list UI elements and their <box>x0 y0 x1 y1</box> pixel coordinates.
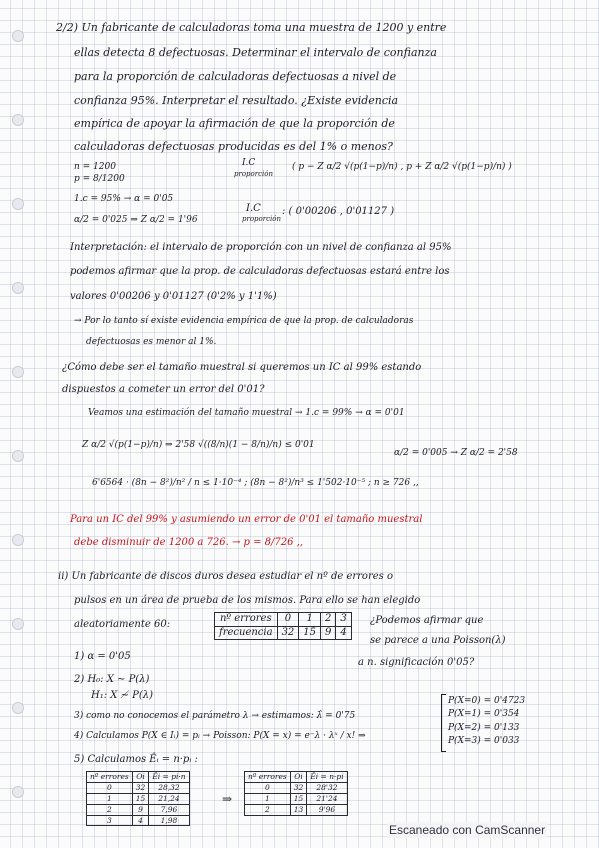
table-cell: 0 <box>245 782 291 793</box>
table-row <box>87 815 190 826</box>
problem-line-5: empírica de apoyar la afirmación de que la proporción de <box>74 117 395 130</box>
table-cell: 15 <box>290 793 307 804</box>
table-header-row <box>215 613 352 627</box>
table-cell: 7,96 <box>149 804 189 815</box>
probabilities-bracket <box>441 694 446 752</box>
ic-formula: ( p − Z α/2 √(p(1−p)/n) , p + Z α/2 √(p(1−p)/n) ) <box>292 162 512 172</box>
ic-result-value: : ( 0'00206 , 0'01127 ) <box>282 206 395 217</box>
problem2-question-3: a n. significación 0'05? <box>358 657 475 668</box>
solution-inequalities: 6'6564 · (8n − 8²)/n² / n ≤ 1·10⁻⁴ ; (8n − 8²)/n³ ≤ 1'502·10⁻⁵ ; n ≥ 726 ,, <box>92 478 419 488</box>
table-cell: 21'24 <box>307 793 347 804</box>
step-5-expected: 5) Calculamos Êᵢ = n·pᵢ : <box>74 754 198 765</box>
table-cell: 0 <box>277 613 299 627</box>
p-value: p = 8/1200 <box>74 174 125 184</box>
arrow-implies: ⇒ <box>222 792 233 806</box>
expected-frequencies-table <box>86 771 190 826</box>
interpretation-line-4: → Por lo tanto sí existe evidencia empírica de que la prop. de calculadoras <box>74 316 414 326</box>
table-cell: 9'96 <box>307 804 347 815</box>
table-row <box>245 793 348 804</box>
table-cell: 2 <box>321 613 336 627</box>
question-line-1: ¿Cómo debe ser el tamaño muestral si queremos un IC al 99% estando <box>62 362 422 373</box>
table-cell: 0 <box>87 782 133 793</box>
ic-label: I.C <box>242 158 256 168</box>
table-cell: 13 <box>290 804 307 815</box>
table-cell: 9 <box>132 804 149 815</box>
interpretation-line-3: valores 0'00206 y 0'01127 (0'2% y 1'1%) <box>70 291 277 302</box>
problem-line-4: confianza 95%. Interpretar el resultado. ¿Existe evidencia <box>74 94 399 107</box>
table-cell: 4 <box>132 815 149 826</box>
problem2-question-1: ¿Podemos afirmar que <box>370 615 484 626</box>
table-cell: 1,98 <box>149 815 189 826</box>
poisson-prob-0: P(X=0) = 0'4723 <box>448 696 526 706</box>
z-value: α/2 = 0'025 ⇒ Z α/2 = 1'96 <box>74 215 198 225</box>
errors-frequency-table <box>214 612 352 640</box>
ic-result-subscript: proporción <box>242 215 281 223</box>
interpretation-line-2: podemos afirmar que la prop. de calculadoras defectuosas estará entre los <box>70 266 450 277</box>
problem2-line-1: ii) Un fabricante de discos duros desea estudiar el nº de errores o <box>58 571 393 582</box>
table-cell: 28,32 <box>149 782 189 793</box>
conclusion-line-2: debe disminuir de 1200 a 726. → p = 8/726 ,, <box>74 537 304 548</box>
problem-line-1: 2/2) Un fabricante de calculadoras toma una muestra de 1200 y entre <box>56 21 447 34</box>
problem-line-2: ellas detecta 8 defectuosas. Determinar el intervalo de confianza <box>74 46 437 59</box>
solution-formula: Z α/2 √(p(1−p)/n) ⇒ 2'58 √((8/n)(1 − 8/n)/n) ≤ 0'01 <box>82 440 315 450</box>
table-cell: 1 <box>87 793 133 804</box>
table-cell: 3 <box>336 613 351 627</box>
problem2-line-2: pulsos en un área de prueba de los mismos. Para ello se han elegido <box>74 595 421 606</box>
table-row <box>215 626 352 640</box>
table-cell: Oi <box>132 772 149 783</box>
table-header-row <box>245 772 348 783</box>
step-2-h1: H₁: X ≁ P(λ) <box>91 690 154 701</box>
ic-result-label: I.C <box>246 203 261 214</box>
poisson-prob-2: P(X=2) = 0'133 <box>448 723 520 733</box>
step-2-h0: 2) H₀: X ∼ P(λ) <box>74 674 150 685</box>
question-line-2: dispuestos a cometer un error del 0'01? <box>62 384 265 395</box>
scanner-watermark-caption: Escaneado con CamScanner <box>389 823 546 837</box>
step-3-estimate: 3) como no conocemos el parámetro λ → estimamos: λ̂ = 0'75 <box>74 711 356 721</box>
solution-line-1: Veamos una estimación del tamaño muestral → 1.c = 99% → α = 0'01 <box>88 408 405 418</box>
interpretation-line-5: defectuosas es menor al 1%. <box>86 337 217 347</box>
grouped-expected-table <box>244 771 348 816</box>
table-row <box>245 804 348 815</box>
table-row <box>245 782 348 793</box>
table-cell: Êi = pi·n <box>149 772 189 783</box>
table-cell: 15 <box>132 793 149 804</box>
table-cell: nº errores <box>87 772 133 783</box>
table-cell: 21,24 <box>149 793 189 804</box>
ic-subscript: proporción <box>234 170 273 178</box>
n-value: n = 1200 <box>74 162 116 172</box>
binder-holes <box>8 10 28 838</box>
table-cell: nº errores <box>215 613 278 627</box>
problem2-line-3: aleatoriamente 60: <box>74 619 171 630</box>
table-cell: 32 <box>132 782 149 793</box>
problem2-question-2: se parece a una Poisson(λ) <box>370 635 506 646</box>
table-cell: 9 <box>321 626 336 640</box>
table-cell: Êi = n·pi <box>307 772 347 783</box>
table-cell: 3 <box>87 815 133 826</box>
step-1-alpha: 1) α = 0'05 <box>74 651 131 662</box>
table-cell: 28'32 <box>307 782 347 793</box>
table-cell: frecuencia <box>215 626 278 640</box>
table-cell: 4 <box>336 626 351 640</box>
step-4-poisson: 4) Calculamos P(X ∈ Iᵢ) = pᵢ → Poisson: P(X = x) = e⁻λ · λˣ / x! ⇒ <box>74 731 366 741</box>
confidence-level: 1.c = 95% → α = 0'05 <box>74 194 174 204</box>
table-cell: Oi <box>290 772 307 783</box>
table-cell: 2 <box>87 804 133 815</box>
table-cell: 1 <box>245 793 291 804</box>
table-cell: 15 <box>299 626 321 640</box>
table-header-row <box>87 772 190 783</box>
poisson-prob-1: P(X=1) = 0'354 <box>448 709 520 719</box>
table-cell: 1 <box>299 613 321 627</box>
table-row <box>87 793 190 804</box>
problem-line-3: para la proporción de calculadoras defectuosas a nivel de <box>74 70 397 83</box>
conclusion-line-1: Para un IC del 99% y asumiendo un error de 0'01 el tamaño muestral <box>70 514 423 525</box>
table-cell: nº errores <box>245 772 291 783</box>
table-cell: 32 <box>290 782 307 793</box>
poisson-prob-3: P(X=3) = 0'033 <box>448 736 520 746</box>
interpretation-line-1: Interpretación: el intervalo de proporción con un nivel de confianza al 95% <box>70 242 452 253</box>
problem-line-6: calculadoras defectuosas producidas es del 1% o menos? <box>74 140 393 153</box>
solution-z-value: α/2 = 0'005 → Z α/2 = 2'58 <box>394 448 518 458</box>
table-row <box>87 782 190 793</box>
table-row <box>87 804 190 815</box>
table-cell: 2 <box>245 804 291 815</box>
table-cell: 32 <box>277 626 299 640</box>
